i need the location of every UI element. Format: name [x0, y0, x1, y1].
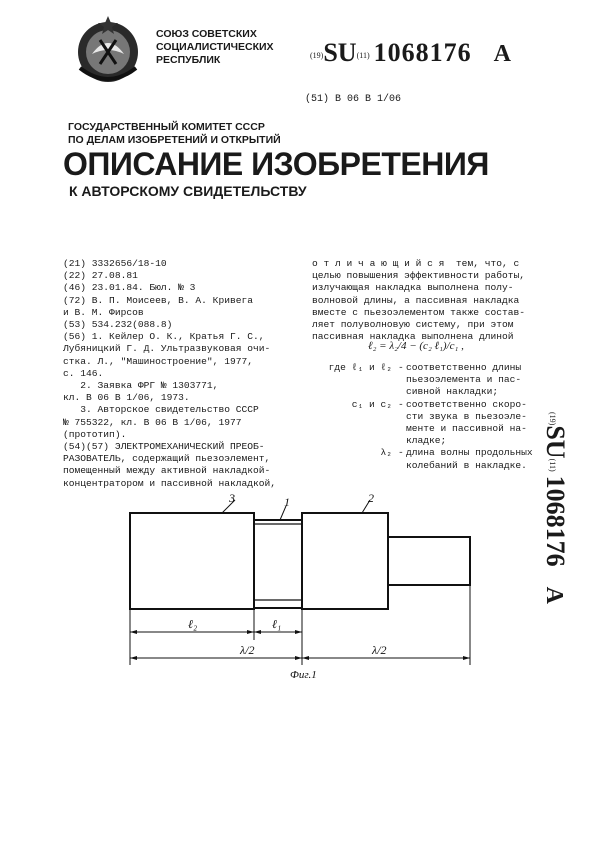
active-concentrator-body: [302, 513, 388, 609]
biblio-line: (прототип).: [63, 428, 127, 440]
definition-row: [312, 447, 546, 459]
definition-symbol: [312, 411, 398, 423]
definition-symbol: где ℓ₁ и ℓ₂: [328, 362, 392, 373]
country-code: SU: [541, 425, 570, 459]
biblio-line: (22) 27.08.81: [63, 270, 138, 282]
union-line: СОЦИАЛИСТИЧЕСКИХ: [156, 41, 274, 53]
passive-pad-body: [130, 513, 254, 609]
biblio-line: (54)(57) ЭЛЕКТРОМЕХАНИЧЕСКИЙ ПРЕОБ-: [63, 441, 265, 453]
claim-line: вместе с пьезоэлементом также состав-: [312, 306, 526, 318]
definition-row: [312, 399, 546, 411]
definition-dash: [398, 374, 406, 386]
dim-label-half-wave: λ/2: [372, 643, 387, 657]
definition-text: соответственно скоро-: [406, 398, 527, 410]
definition-symbol: [312, 374, 398, 386]
definition-row: [312, 362, 546, 374]
biblio-line: и В. М. Фирсов: [63, 306, 144, 318]
definition-dash: -: [398, 362, 404, 373]
kind-code: A: [541, 586, 567, 604]
biblio-line: (21) 3332656/18-10: [63, 258, 167, 269]
publication-number: [310, 38, 511, 68]
dim-label-half-wave: λ/2: [240, 643, 255, 657]
union-line: РЕСПУБЛИК: [156, 54, 221, 66]
ipc-classification: [305, 94, 401, 105]
biblio-line: с. 146.: [63, 367, 104, 379]
ipc-code: В 06 В 1/06: [335, 94, 402, 105]
definition-symbol: [312, 435, 398, 447]
biblio-line: 3. Авторское свидетельство СССР: [63, 404, 259, 416]
document-title: ОПИСАНИЕ ИЗОБРЕТЕНИЯ: [63, 146, 489, 182]
definition-text: менте и пассивной на-: [406, 423, 527, 435]
definition-symbol: c₁ и c₂: [351, 398, 392, 410]
union-name: [156, 28, 274, 67]
kind-code: A: [493, 41, 511, 67]
dim-label-l1: ℓ₁: [272, 617, 282, 631]
patent-number: 1068176: [541, 475, 570, 567]
biblio-line: концентратором и пассивной накладкой,: [63, 477, 277, 489]
part-label-2: 2: [368, 491, 374, 505]
definition-text: пьезоэлемента и пас-: [406, 374, 522, 386]
biblio-line: № 755322, кл. В 06 В 1/06, 1977: [63, 416, 242, 428]
definition-text: кладке;: [406, 435, 447, 447]
country-code: SU: [323, 38, 357, 67]
claim-line: о т л и ч а ю щ и й с я тем, что, с: [312, 258, 520, 269]
definition-text: соответственно длины: [406, 362, 522, 373]
definition-text: колебаний в накладке.: [406, 459, 527, 471]
number-label: (11): [356, 51, 370, 60]
biblio-line: (53) 534.232(088.8): [63, 319, 173, 331]
claim-line: пассивная накладка выполнена длиной: [312, 331, 514, 343]
definition-dash: [398, 411, 406, 423]
emitter-tip-body: [388, 537, 470, 585]
biblio-line: (72) В. П. Моисеев, В. А. Кривега: [63, 294, 253, 306]
part-label-3: 3: [229, 491, 235, 505]
committee-name: [68, 121, 281, 147]
definition-row: [312, 411, 546, 423]
biblio-line: Лубяницкий Г. Д. Ультразвуковая очи-: [63, 343, 271, 355]
figure-caption: Фиг.1: [290, 669, 317, 681]
biblio-line: стка. Л., "Машиностроение", 1977,: [63, 355, 253, 367]
definition-dash: [398, 435, 406, 447]
patent-number: 1068176: [373, 38, 472, 67]
definitions: [312, 362, 546, 472]
document-subtitle: К АВТОРСКОМУ СВИДЕТЕЛЬСТВУ: [69, 183, 307, 199]
dim-label-l2: ℓ₂: [188, 617, 198, 631]
state-emblem-icon: [70, 12, 146, 88]
definition-row: [312, 435, 546, 447]
definition-row: [312, 423, 546, 435]
definition-dash: [398, 423, 406, 435]
committee-line: ГОСУДАРСТВЕННЫЙ КОМИТЕТ СССР: [68, 121, 265, 133]
definition-symbol: [312, 423, 398, 435]
claim-text: [312, 258, 544, 343]
definition-text: сти звука в пьезоэле-: [406, 410, 527, 422]
biblio-line: РАЗОВАТЕЛЬ, содержащий пьезоэлемент,: [63, 453, 271, 465]
number-label: (11): [548, 458, 557, 472]
biblio-line: (46) 23.01.84. Бюл. № 3: [63, 282, 196, 294]
claim-line: волновой длины, а пассивная накладка: [312, 294, 520, 306]
technical-drawing: [0, 470, 603, 700]
definition-text: длина волны продольных: [406, 447, 533, 459]
union-line: СОЮЗ СОВЕТСКИХ: [156, 28, 257, 40]
definition-symbol: [312, 386, 398, 398]
claim-line: излучающая накладка выполнена полу-: [312, 282, 514, 294]
biblio-line: 2. Заявка ФРГ № 1303771,: [63, 380, 219, 392]
country-code-label: (19): [310, 51, 324, 60]
definition-text: сивной накладки;: [406, 386, 499, 398]
definition-dash: -: [398, 398, 404, 410]
ipc-label: (51): [305, 94, 330, 105]
claim-line: ляет полуволновую систему, при этом: [312, 319, 514, 331]
definition-dash: -: [398, 447, 404, 459]
formula: ℓ₂ = λ₂/4 − (c₂ ℓ₁)/c₁ ,: [368, 340, 464, 352]
country-code-label: (19): [548, 412, 557, 426]
biblio-line: кл. В 06 В 1/06, 1973.: [63, 392, 190, 404]
bibliographic-data: [63, 258, 308, 490]
claim-line: целью повышения эффективности работы,: [312, 270, 526, 282]
definition-row: [312, 374, 546, 386]
definition-dash: [398, 386, 406, 398]
part-label-1: 1: [284, 495, 290, 509]
definition-row: [312, 386, 546, 398]
piezo-element-body: [254, 520, 302, 608]
biblio-line: (56) 1. Кейлер О. К., Кратья Г. С.,: [63, 331, 265, 343]
definition-symbol: λ₂: [380, 447, 392, 459]
committee-line: ПО ДЕЛАМ ИЗОБРЕТЕНИЙ И ОТКРЫТИЙ: [68, 134, 281, 146]
biblio-line: помещенный между активной накладкой-: [63, 465, 271, 477]
